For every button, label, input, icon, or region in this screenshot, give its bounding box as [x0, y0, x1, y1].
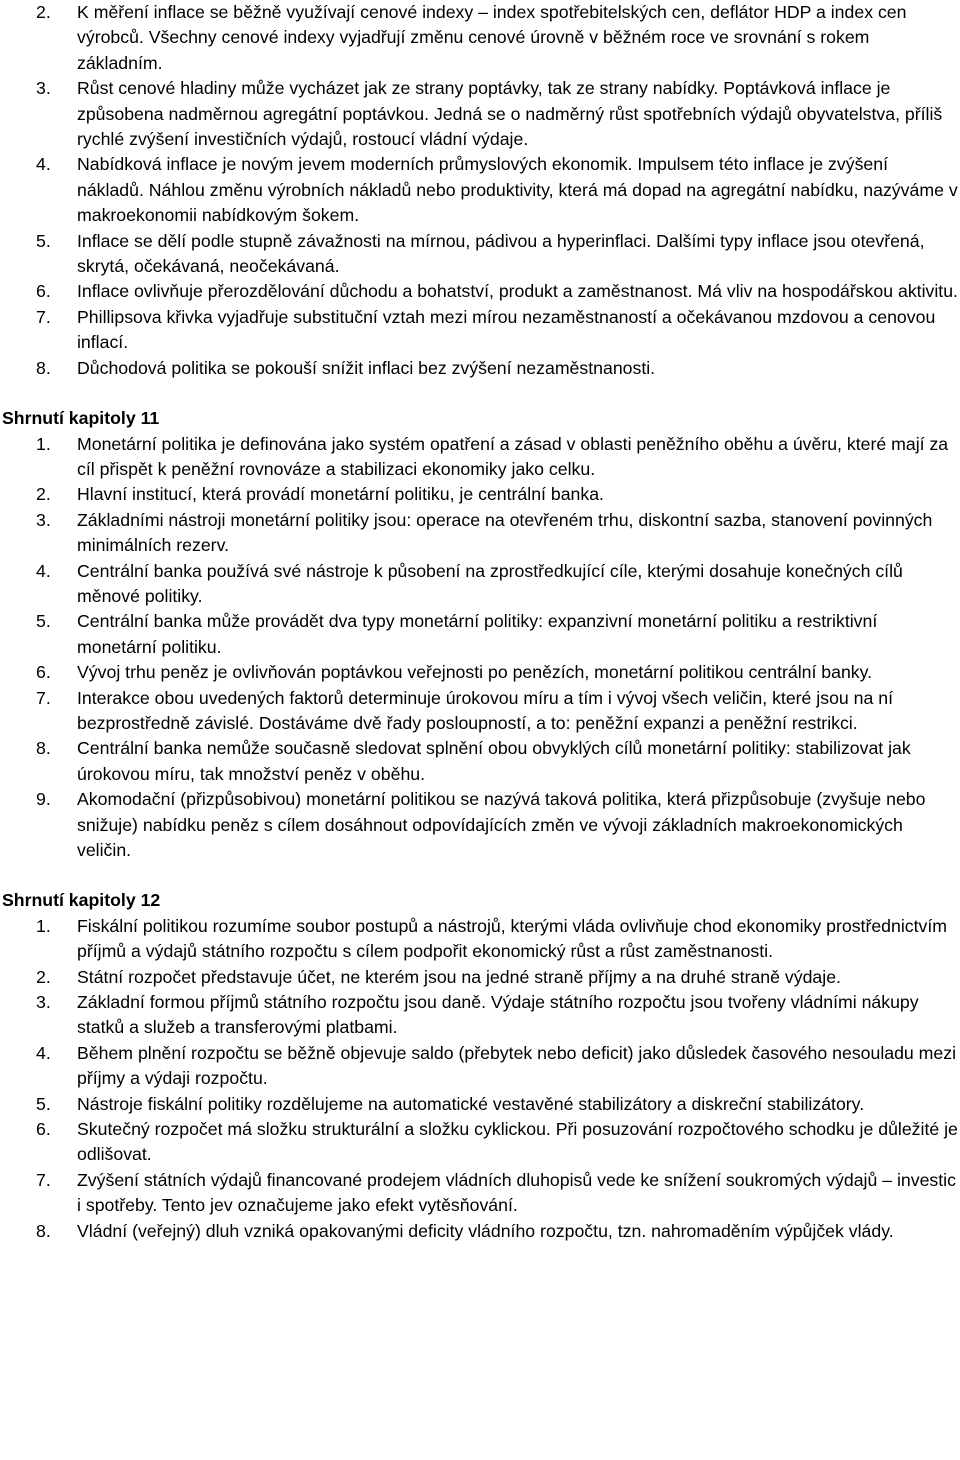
list-item-text: Růst cenové hladiny může vycházet jak ze strany poptávky, tak ze strany nabídky. Poptávková inflace je způsobena nadměrnou agregátní poptávkou. Jedná se o nadměrný růst spotřebních výdajů obyvatelstva, příliš rychlé zvýšení investičních výdajů, rostoucí vládní výdaje. [77, 78, 943, 150]
list-item-text: Základní formou příjmů státního rozpočtu jsou daně. Výdaje státního rozpočtu jsou tvořeny vládními nákupy statků a služeb a transferovými platbami. [77, 992, 919, 1038]
list-item [0, 1092, 960, 1117]
list-item [0, 736, 960, 787]
list-item-text: Skutečný rozpočet má složku strukturální a složku cyklickou. Při posuzování rozpočtového schodku je důležité je odlišovat. [77, 1119, 958, 1165]
list-item [0, 305, 960, 356]
list-item-number: 7. [36, 687, 51, 708]
list-item [0, 1117, 960, 1168]
list-item-text: Důchodová politika se pokouší snížit inflaci bez zvýšení nezaměstnanosti. [77, 357, 656, 378]
list-item-number: 6. [36, 281, 51, 302]
list-item-number: 2. [36, 966, 51, 987]
list-item-number: 5. [36, 611, 51, 632]
list-item-text: Akomodační (přizpůsobivou) monetární politikou se nazývá taková politika, která přizpůsobuje (zvyšuje nebo snižuje) nabídku peněz s cílem dosáhnout odpovídajících změn ve vývoji základních makroekonomických veličin. [77, 789, 926, 860]
list-item [0, 965, 960, 990]
list-item-number: 2. [36, 2, 51, 22]
inflation-summary-list [0, 0, 960, 381]
list-item-text: Nabídková inflace je novým jevem moderních průmyslových ekonomik. Impulsem této inflace je zvýšení nákladů. Náhlou změnu výrobních nákladů nebo produktivity, která má dopad na agregátní nabídku, nazýváme v makroekonomii nabídkovým šokem. [77, 154, 958, 226]
list-item-text: Vývoj trhu peněz je ovlivňován poptávkou veřejnosti po penězích, monetární politikou centrální banky. [77, 662, 873, 683]
list-item-number: 3. [36, 78, 51, 99]
list-item-text: Fiskální politikou rozumíme soubor postupů a nástrojů, kterými vláda ovlivňuje chod ekonomiky prostřednictvím příjmů a výdajů státního rozpočtu s cílem podpořit ekonomický růst a růst zaměstnanosti. [77, 915, 948, 962]
list-item-text: Inflace ovlivňuje přerozdělování důchodu a bohatství, produkt a zaměstnanost. Má vliv na hospodářskou aktivitu. [77, 281, 958, 302]
list-item-text: Vládní (veřejný) dluh vzniká opakovanými deficity vládního rozpočtu, tzn. nahromaděním výpůjček vlády. [77, 1220, 894, 1241]
list-item-text: Inflace se dělí podle stupně závažnosti na mírnou, pádivou a hyperinflaci. Dalšími typy inflace jsou otevřená, skrytá, očekávaná, neočekávaná. [77, 230, 925, 277]
list-item [0, 432, 960, 483]
list-item-text: Interakce obou uvedených faktorů determinuje úrokovou míru a tím i vývoj všech veličin, které jsou na ní bezprostředně závislé. Dostáváme dvě řady posloupností, a to: peněžní expanzi a peněžní restrikci. [77, 687, 893, 733]
list-item-number: 8. [36, 357, 51, 378]
list-item-number: 7. [36, 1169, 51, 1190]
list-item-number: 9. [36, 789, 51, 810]
list-item-text: Nástroje fiskální politiky rozdělujeme na automatické vestavěné stabilizátory a diskreční stabilizátory. [77, 1093, 865, 1114]
list-item [0, 0, 960, 76]
list-item [0, 1168, 960, 1219]
list-item-text: Hlavní institucí, která provádí monetární politiku, je centrální banka. [77, 484, 604, 505]
list-item-number: 8. [36, 738, 51, 759]
list-item-number: 8. [36, 1220, 51, 1241]
list-item-number: 5. [36, 230, 51, 251]
list-item-text: Základními nástroji monetární politiky jsou: operace na otevřeném trhu, diskontní sazba, stanovení povinných minimálních rezerv. [77, 509, 933, 556]
list-item [0, 609, 960, 660]
list-item-number: 1. [36, 915, 51, 936]
list-item-number: 6. [36, 1119, 51, 1140]
list-item-number: 5. [36, 1093, 51, 1114]
list-item-text: K měření inflace se běžně využívají cenové indexy – index spotřebitelských cen, deflátor HDP a index cen výrobců. Všechny cenové indexy vyjadřují změnu cenové úrovně v běžném roce ve srovnání s rokem základním. [77, 2, 907, 73]
list-item [0, 660, 960, 685]
list-item [0, 559, 960, 610]
list-item [0, 990, 960, 1041]
list-item [0, 686, 960, 737]
list-item-text: Phillipsova křivka vyjadřuje substituční vztah mezi mírou nezaměstnaností a očekávanou mzdovou a cenovou inflací. [77, 306, 936, 353]
chapter-12-heading: Shrnutí kapitoly 12 [2, 890, 161, 911]
list-item [0, 787, 960, 863]
list-item-number: 4. [36, 1042, 51, 1063]
list-item [0, 152, 960, 228]
chapter-12-list [0, 914, 960, 1244]
list-item-number: 7. [36, 306, 51, 327]
chapter-11-list [0, 432, 960, 864]
list-item [0, 229, 960, 280]
list-item [0, 1041, 960, 1092]
list-item-text: Centrální banka nemůže současně sledovat splnění obou obvyklých cílů monetární politiky: stabilizovat jak úrokovou míru, tak množství peněz v oběhu. [77, 738, 911, 784]
list-item [0, 76, 960, 152]
list-item-text: Centrální banka používá své nástroje k působení na zprostředkující cíle, kterými dosahuje konečných cílů měnové politiky. [77, 560, 903, 606]
chapter-11-heading: Shrnutí kapitoly 11 [2, 408, 160, 429]
list-item-number: 6. [36, 662, 51, 683]
list-item-number: 1. [36, 433, 51, 454]
list-item [0, 508, 960, 559]
list-item-text: Zvýšení státních výdajů financované prodejem vládních dluhopisů vede ke snížení soukromých výdajů – investic i spotřeby. Tento jev označujeme jako efekt vytěsňování. [77, 1169, 956, 1216]
list-item-number: 3. [36, 992, 51, 1013]
list-item [0, 356, 960, 381]
list-item-number: 2. [36, 484, 51, 505]
list-item [0, 1219, 960, 1244]
list-item-text: Během plnění rozpočtu se běžně objevuje saldo (přebytek nebo deficit) jako důsledek časového nesouladu mezi příjmy a výdaji rozpočtu. [77, 1042, 957, 1089]
list-item [0, 279, 960, 304]
list-item [0, 482, 960, 507]
list-item-number: 4. [36, 154, 51, 175]
list-item-number: 3. [36, 509, 51, 530]
list-item [0, 914, 960, 965]
list-item-text: Monetární politika je definována jako systém opatření a zásad v oblasti peněžního oběhu a úvěru, které mají za cíl přispět k peněžní rovnováze a stabilizaci ekonomiky jako celku. [77, 433, 949, 479]
list-item-text: Státní rozpočet představuje účet, ne kterém jsou na jedné straně příjmy a na druhé straně výdaje. [77, 966, 841, 987]
list-item-text: Centrální banka může provádět dva typy monetární politiky: expanzivní monetární politiku a restriktivní monetární politiku. [77, 611, 878, 657]
list-item-number: 4. [36, 560, 51, 581]
